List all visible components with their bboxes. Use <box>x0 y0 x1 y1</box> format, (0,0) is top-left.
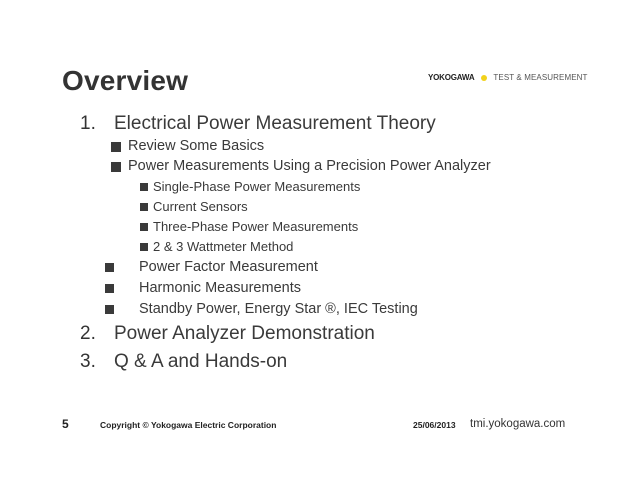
square-bullet-icon <box>111 162 121 172</box>
outline-sub-item: Harmonic Measurements <box>139 280 301 296</box>
outline-item-1-number: 1. <box>80 113 96 134</box>
square-bullet-icon <box>140 223 148 231</box>
outline-subsub-item: 2 & 3 Wattmeter Method <box>153 239 294 254</box>
outline-subsub-item: Current Sensors <box>153 199 248 214</box>
footer-copyright: Copyright © Yokogawa Electric Corporation <box>100 420 277 430</box>
outline-sub-item: Standby Power, Energy Star ®, IEC Testing <box>139 301 418 317</box>
outline-item-3-label: Q & A and Hands-on <box>114 351 288 372</box>
square-bullet-icon <box>140 243 148 251</box>
square-bullet-icon <box>105 305 114 314</box>
outline-sub-item: Power Measurements Using a Precision Power Analyzer <box>128 158 491 174</box>
outline-sub-item: Review Some Basics <box>128 138 265 154</box>
outline-item-2-number: 2. <box>80 323 96 344</box>
square-bullet-icon <box>140 183 148 191</box>
brand-tagline: TEST & MEASUREMENT <box>493 73 588 82</box>
outline-item-2-label: Power Analyzer Demonstration <box>114 323 375 344</box>
square-bullet-icon <box>105 284 114 293</box>
page-number: 5 <box>62 417 69 431</box>
brand-logo <box>428 73 588 82</box>
outline-subsub-item: Three-Phase Power Measurements <box>153 219 359 234</box>
footer-date: 25/06/2013 <box>413 420 456 430</box>
square-bullet-icon <box>140 203 148 211</box>
outline-subsub-item: Single-Phase Power Measurements <box>153 179 361 194</box>
outline-item-1-label: Electrical Power Measurement Theory <box>114 113 436 134</box>
footer-url: tmi.yokogawa.com <box>470 418 566 430</box>
square-bullet-icon <box>105 263 114 272</box>
outline-item-3-number: 3. <box>80 351 96 372</box>
slide-title: Overview <box>62 65 189 96</box>
brand-name: YOKOGAWA <box>428 73 475 82</box>
brand-dot-icon <box>481 75 487 81</box>
square-bullet-icon <box>111 142 121 152</box>
outline-sub-item: Power Factor Measurement <box>139 259 318 275</box>
